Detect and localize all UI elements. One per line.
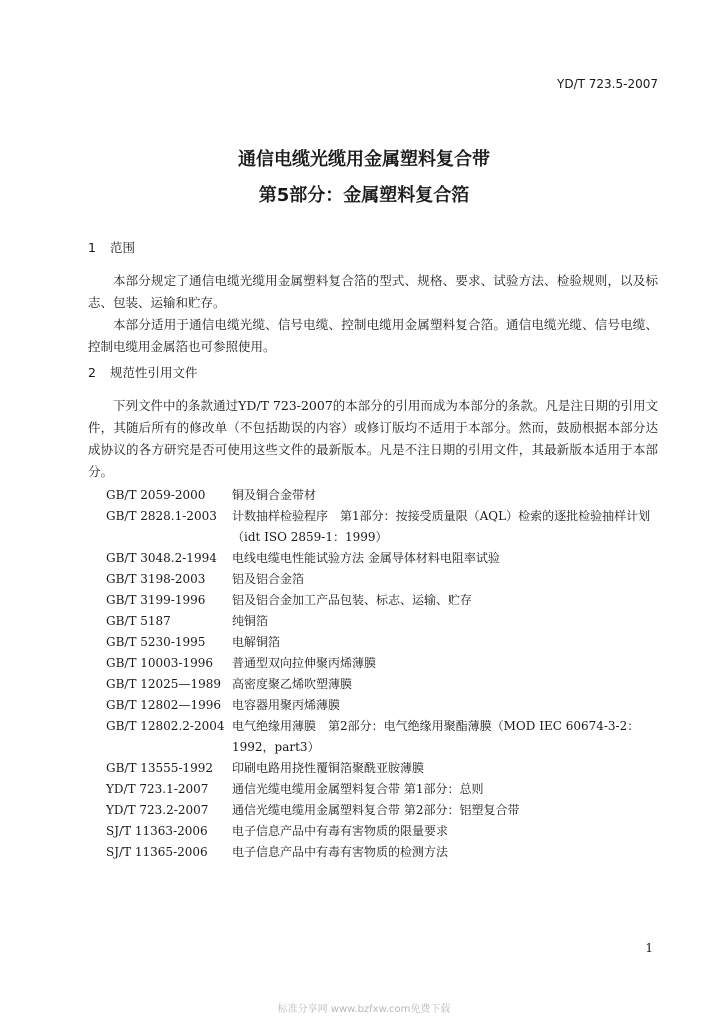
reference-item [106, 716, 666, 758]
reference-title: 普通型双向拉伸聚丙烯薄膜 [232, 656, 377, 670]
reference-title: 铝及铝合金加工产品包装、标志、运输、贮存 [232, 593, 473, 607]
reference-title: 印刷电路用挠性覆铜箔聚酰亚胺薄膜 [232, 761, 425, 775]
reference-item [106, 779, 666, 800]
watermark: 标准分享网 www.bzfxw.com免费下载 [277, 1004, 451, 1015]
reference-item [106, 569, 666, 590]
reference-title: 电子信息产品中有毒有害物质的检测方法 [232, 845, 449, 859]
reference-code: GB/T 12025—1989 [106, 677, 221, 691]
reference-title: 电容器用聚丙烯薄膜 [232, 698, 341, 712]
reference-title: 电解铜箔 [232, 635, 281, 649]
reference-item [106, 653, 666, 674]
reference-title: 纯铜箔 [232, 614, 269, 628]
reference-item [106, 506, 666, 548]
section-2-heading [88, 363, 198, 381]
reference-code: GB/T 13555-1992 [106, 761, 214, 775]
reference-item [106, 590, 666, 611]
reference-item [106, 611, 666, 632]
document-subtitle: 第5部分：金属塑料复合箔 [258, 185, 470, 206]
reference-code: GB/T 3198-2003 [106, 572, 206, 586]
reference-code: GB/T 10003-1996 [106, 656, 214, 670]
reference-title: 计数抽样检验程序 第1部分：按接受质量限（AQL）检索的逐批检验抽样计划（idt ISO 2859-1：1999） [232, 509, 651, 544]
reference-code: GB/T 2828.1-2003 [106, 509, 217, 523]
reference-code: YD/T 723.2-2007 [106, 803, 209, 817]
reference-code: GB/T 12802—1996 [106, 698, 221, 712]
section-1-paragraph-2: 本部分适用于通信电缆光缆、信号电缆、控制电缆用金属塑料复合箔。通信电缆光缆、信号电缆、控制电缆用金属箔也可参照使用。 [88, 317, 658, 354]
section-1-number: 1 [88, 240, 96, 255]
reference-item [106, 821, 666, 842]
section-2-title: 规范性引用文件 [109, 365, 198, 380]
section-1-heading [88, 238, 135, 256]
reference-item [106, 842, 666, 863]
reference-item [106, 674, 666, 695]
section-1-title: 范围 [109, 240, 135, 255]
reference-item [106, 485, 666, 506]
page-number: 1 [645, 941, 653, 955]
section-2-paragraph: 下列文件中的条款通过YD/T 723-2007的本部分的引用而成为本部分的条款。凡是注日期的引用文件，其随后所有的修改单（不包括勘误的内容）或修订版均不适用于本部分。然而，鼓励根据本部分达成协议的各方研究是否可使用这些文件的最新版本。凡是不注日期的引用文件，其最新版本适用于本部分。 [88, 398, 658, 479]
reference-code: SJ/T 11365-2006 [106, 845, 208, 859]
document-title: 通信电缆光缆用金属塑料复合带 [238, 149, 490, 170]
reference-item [106, 800, 666, 821]
reference-title: 电气绝缘用薄膜 第2部分：电气绝缘用聚酯薄膜（MOD IEC 60674-3-2：1992，part3） [232, 719, 640, 754]
reference-item [106, 548, 666, 569]
standard-code: YD/T 723.5-2007 [557, 77, 658, 91]
reference-title: 电线电缆电性能试验方法 金属导体材料电阻率试验 [232, 551, 500, 565]
reference-list [106, 485, 666, 863]
reference-code: GB/T 12802.2-2004 [106, 719, 225, 733]
reference-code: SJ/T 11363-2006 [106, 824, 208, 838]
reference-code: GB/T 3048.2-1994 [106, 551, 217, 565]
reference-item [106, 632, 666, 653]
reference-code: GB/T 2059-2000 [106, 488, 206, 502]
reference-title: 高密度聚乙烯吹塑薄膜 [232, 677, 353, 691]
reference-title: 通信光缆电缆用金属塑料复合带 第2部分：铝塑复合带 [232, 803, 520, 817]
reference-code: GB/T 5230-1995 [106, 635, 206, 649]
reference-code: GB/T 3199-1996 [106, 593, 206, 607]
reference-title: 通信光缆电缆用金属塑料复合带 第1部分：总则 [232, 782, 484, 796]
reference-title: 电子信息产品中有毒有害物质的限量要求 [232, 824, 449, 838]
reference-item [106, 758, 666, 779]
reference-code: YD/T 723.1-2007 [106, 782, 209, 796]
reference-item [106, 695, 666, 716]
reference-code: GB/T 5187 [106, 614, 171, 628]
reference-title: 铝及铝合金箔 [232, 572, 305, 586]
section-2-number: 2 [88, 365, 96, 380]
section-1-paragraph-1: 本部分规定了通信电缆光缆用金属塑料复合箔的型式、规格、要求、试验方法、检验规则，以及标志、包装、运输和贮存。 [88, 273, 658, 310]
reference-title: 铜及铜合金带材 [232, 488, 317, 502]
